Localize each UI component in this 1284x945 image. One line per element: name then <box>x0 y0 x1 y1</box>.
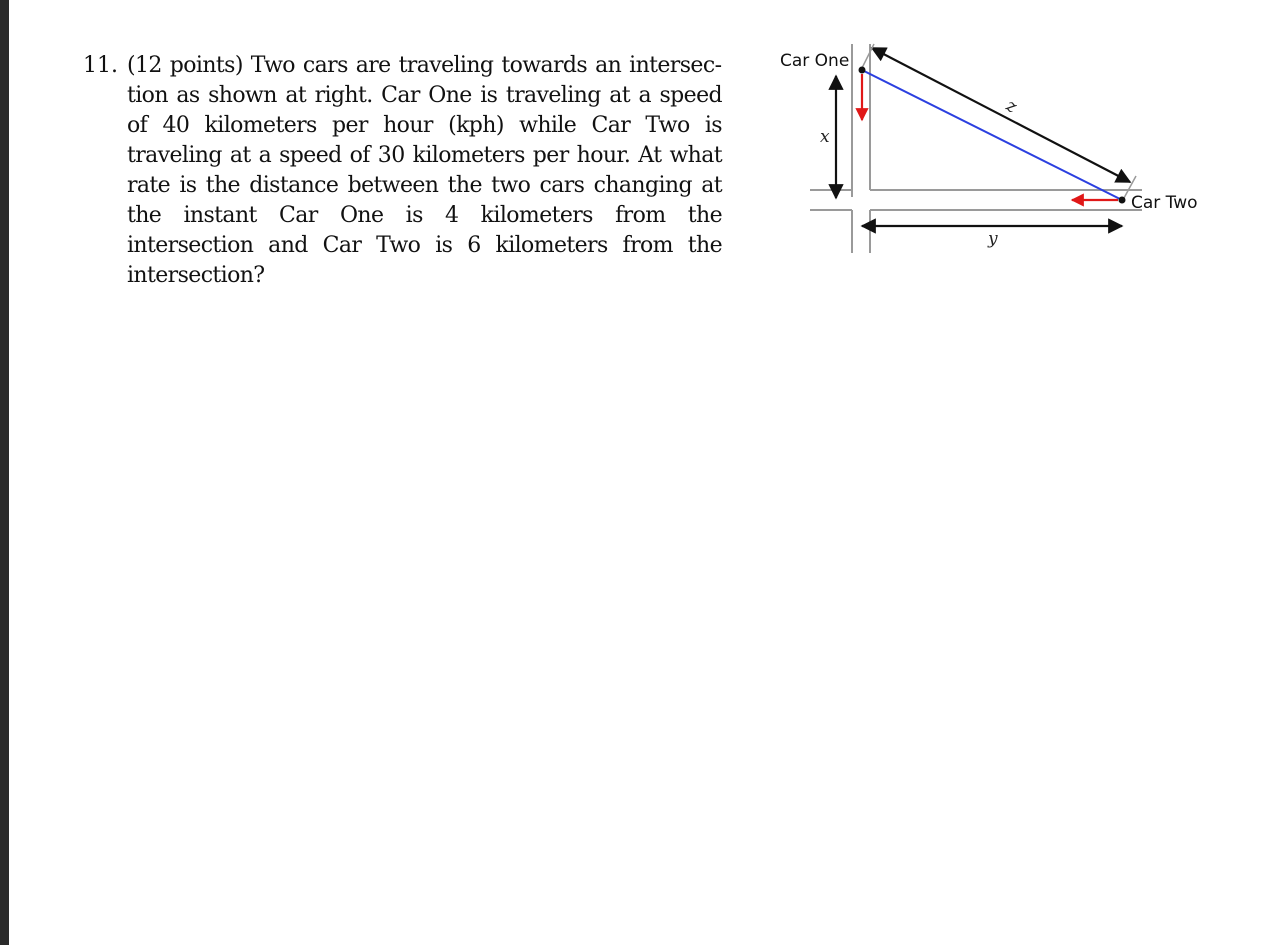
problem-text: (12 points) Two cars are traveling towards an intersection as shown at right. Car One is traveling at a speed of 40 kilometers per hour (kph) while Car Two is traveling at a speed of 30 kilometers per hour. At what rate is the distance between the two cars changing at the instant Car One is 4 kilometers from the intersection and Car Two is 6 kilometers from the intersection? <box>127 53 722 288</box>
car-two-dot <box>1119 197 1126 204</box>
car-one-dot <box>859 67 866 74</box>
z-extension-top <box>862 44 874 68</box>
z-dimension-arrow <box>872 48 1130 182</box>
car-one-label: Car One <box>780 51 850 71</box>
distance-line <box>862 70 1122 200</box>
z-label: z <box>1002 95 1020 118</box>
x-label: x <box>820 127 830 147</box>
page <box>9 0 1284 945</box>
intersection-diagram <box>764 38 1234 263</box>
problem-number: 11. <box>83 53 118 78</box>
roads <box>810 44 1142 253</box>
y-label: y <box>988 229 998 249</box>
car-two-label: Car Two <box>1131 193 1198 213</box>
